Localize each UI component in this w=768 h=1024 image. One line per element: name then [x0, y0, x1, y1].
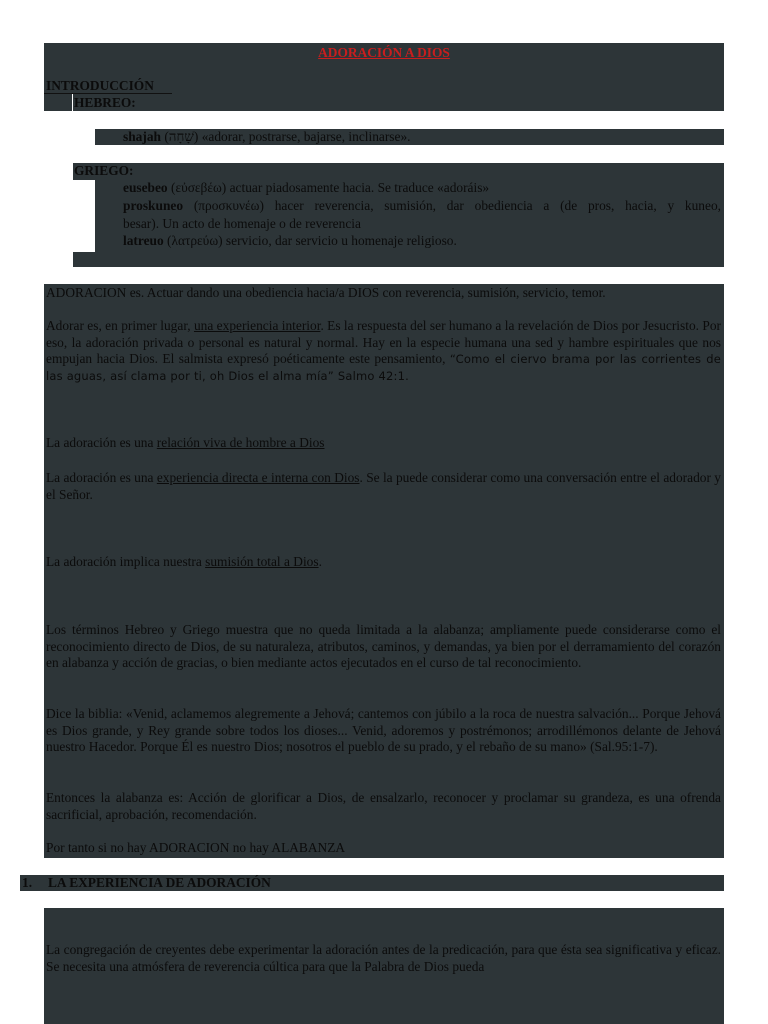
paragraph-alabanza: Entonces la alabanza es: Acción de glorificar a Dios, de ensalzarlo, reconocer y proclamar su grandeza, es una ofrenda sacrificial, aprobación, recomendación.: [46, 790, 721, 822]
psalm-quote: “Como el ciervo brama por las corrientes de las aguas, así clama por ti, oh Dios el alma mía”: [46, 352, 722, 383]
eusebeo-entry: [123, 180, 489, 196]
shajah-definition: (שָׁחָה) «adorar, postrarse, bajarse, inclinarse».: [164, 129, 411, 144]
shajah-entry: [123, 129, 411, 145]
psalm-reference: Salmo 42:1.: [333, 368, 409, 383]
section1-heading: LA EXPERIENCIA DE ADORACIÓN: [48, 875, 271, 890]
latreuo-term: latreuo: [123, 233, 164, 248]
indent-rule: [72, 94, 73, 267]
paragraph-adorar-a: Adorar es, en primer lugar,: [46, 318, 194, 333]
griego-heading: GRIEGO:: [74, 163, 134, 178]
paragraph-sumision-a: La adoración implica nuestra: [46, 554, 206, 569]
paragraph-adorar-b: . Es la respuesta del ser humano a la revelación de Dios por Jesucristo. Por eso, la adoración privada o personal es natural y normal. Hay en la especie humana una sed y hambre espirituales que nos empujan hacia Dios. El salmista expresó poéticamente este pensamiento,: [46, 318, 721, 367]
paragraph-experiencia-b: . Se la puede considerar como una conversación entre el adorador y el Señor.: [46, 470, 721, 502]
eusebeo-term: eusebeo: [123, 180, 168, 195]
paragraph-conclusion: Por tanto si no hay ADORACION no hay ALABANZA: [46, 840, 346, 855]
paragraph-experiencia-emphasis: experiencia directa e interna con Dios: [156, 470, 360, 485]
proskuneo-entry: [123, 198, 721, 215]
hebreo-heading: HEBREO:: [74, 95, 136, 110]
paragraph-experiencia-a: La adoración es una: [46, 470, 157, 485]
paragraph-adorar: [46, 318, 721, 384]
paragraph-terminos: Los términos Hebreo y Griego muestra que no queda limitada a la alabanza; ampliamente puede considerarse como el reconocimiento directo de Dios, de su naturaleza, atributos, caminos, y demandas, ya bien por el derramamiento del corazón en alabanza y acción de gracias, o bien mediante actos ejecutados en el curso de tal reconocimiento.: [46, 622, 721, 671]
page-title: ADORACIÓN A DIOS: [318, 45, 450, 60]
proskuneo-definition-2: besar). Un acto de homenaje o de reverencia: [123, 216, 361, 231]
paragraph-sumision: [46, 554, 322, 570]
proskuneo-definition-1: (προσκυνέω) hacer reverencia, sumisión, dar obediencia a (de pros, hacia, y kuneo,: [193, 198, 721, 213]
paragraph-sumision-b: .: [318, 554, 322, 569]
section1-paragraph: La congregación de creyentes debe experimentar la adoración antes de la predicación, para que ésta sea significativa y eficaz. Se necesita una atmósfera de reverencia cúltica para que la Palabra de Dios pueda: [46, 942, 721, 974]
adoracion-definition: ADORACION es. Actuar dando una obediencia hacia/a DIOS con reverencia, sumisión, servicio, temor.: [46, 285, 606, 300]
paragraph-sumision-emphasis: sumisión total a Dios: [205, 554, 319, 569]
latreuo-definition: (λατρεύω) servicio, dar servicio u homenaje religioso.: [167, 233, 457, 248]
section1-number: 1.: [22, 875, 33, 890]
proskuneo-term: proskuneo: [123, 198, 184, 213]
latreuo-entry: [123, 233, 457, 249]
eusebeo-definition: (εὐσεβέω) actuar piadosamente hacia. Se traduce «adoráis»: [171, 180, 490, 195]
paragraph-relacion-a: La adoración es una: [46, 435, 157, 450]
griego-block-bottom: [72, 252, 724, 267]
paragraph-biblia: Dice la biblia: «Venid, aclamemos alegremente a Jehová; cantemos con júbilo a la roca de nuestra salvación... Porque Jehová es Dios grande, y Rey grande sobre todos los dioses... Venid, adoremos y postrémonos; arrodillémonos delante de Jehová nuestro Hacedor. Porque Él es nuestro Dios; nosotros el pueblo de su prado, y el rebaño de su mano» (Sal.95:1-7).: [46, 706, 721, 755]
intro-heading: INTRODUCCIÓN: [46, 78, 154, 93]
paragraph-adorar-emphasis: una experiencia interior: [193, 318, 321, 333]
paragraph-relacion-emphasis: relación viva de hombre a Dios: [156, 435, 325, 450]
griego-block-top: [72, 163, 724, 180]
shajah-term: shajah: [123, 129, 161, 144]
paragraph-experiencia: [46, 470, 721, 503]
paragraph-relacion: [46, 435, 325, 451]
